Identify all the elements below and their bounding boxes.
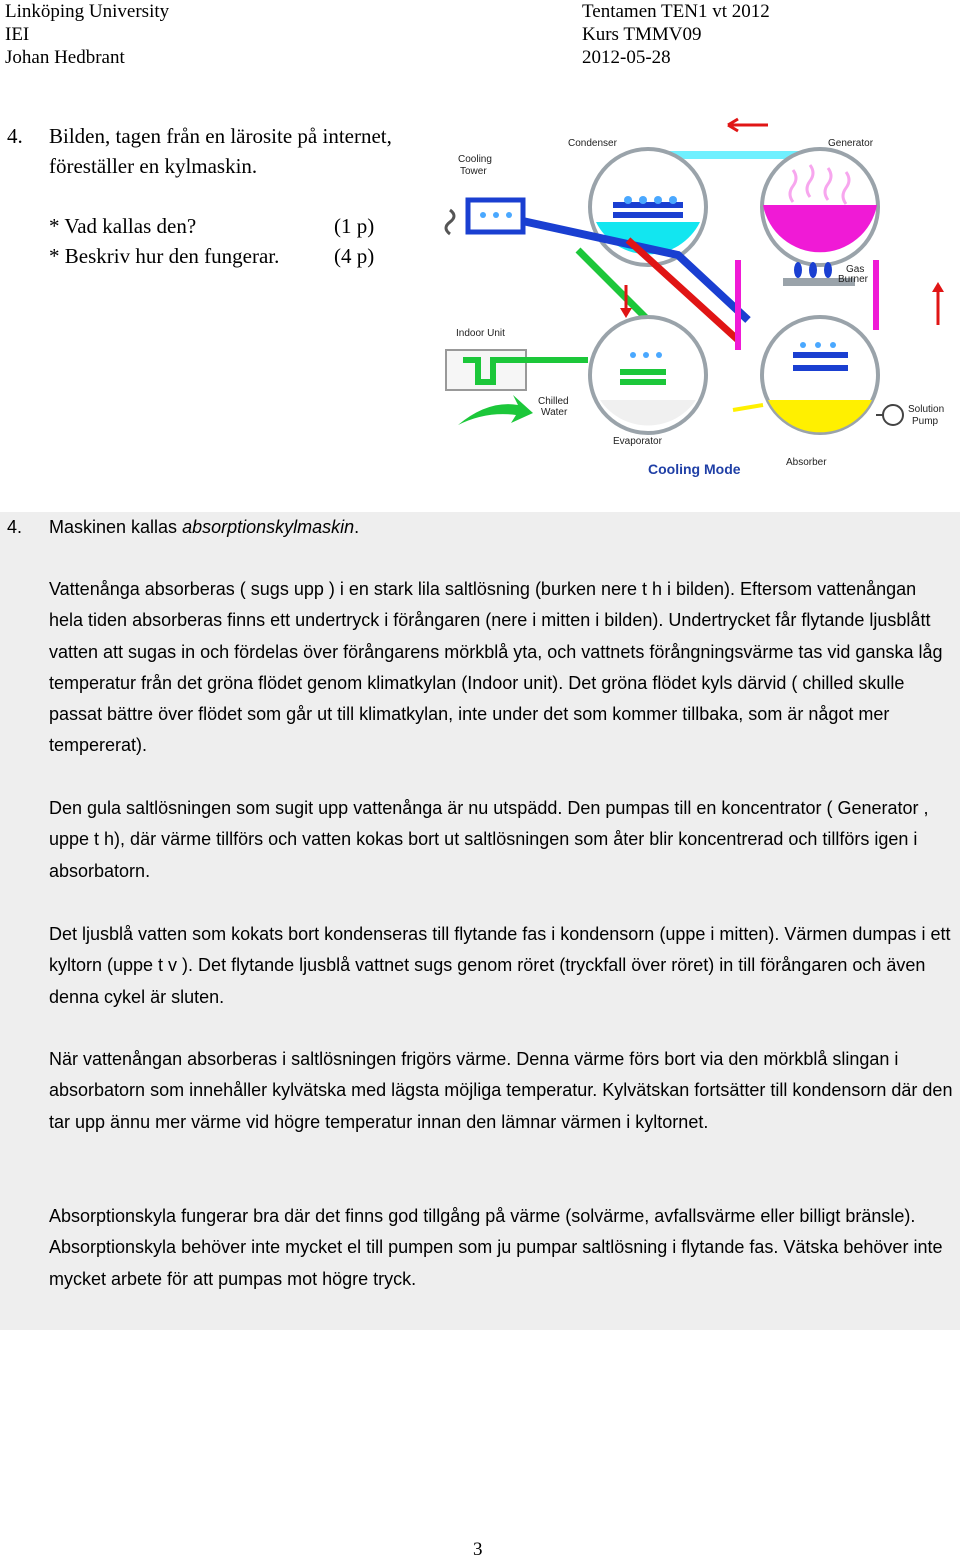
answer-lead-text: Maskinen kallas bbox=[49, 517, 183, 537]
header-left bbox=[5, 0, 169, 69]
gas-burner-label-2: Burner bbox=[838, 274, 869, 285]
cooling-tower-label: Cooling bbox=[458, 154, 492, 165]
cooling-mode-label: Cooling Mode bbox=[648, 461, 741, 477]
question-subparts bbox=[49, 211, 429, 271]
chilled-water-label-2: Water bbox=[541, 407, 568, 418]
answer-paragraph-2: Den gula saltlösningen som sugit upp vattenånga är nu utspädd. Den pumpas till en koncentrator ( Generator , uppe t h), där värme tillförs och vatten kokas bort ut saltlösningen som åter blir koncentrerad och tillförs igen i absorbatorn. bbox=[49, 798, 929, 881]
subpart-2 bbox=[49, 241, 429, 271]
department: IEI bbox=[5, 24, 30, 45]
chilled-water-label: Chilled bbox=[538, 396, 569, 407]
answer-lead-end: . bbox=[354, 517, 360, 537]
generator-label: Generator bbox=[828, 138, 874, 149]
solution-pump-label: Solution bbox=[908, 404, 945, 415]
solution-pump-label-2: Pump bbox=[912, 416, 939, 427]
exam-title: Tentamen TEN1 vt 2012 bbox=[582, 1, 770, 22]
answer-paragraph-5: Absorptionskyla fungerar bra där det finns god tillgång på värme (solvärme, avfallsvärme eller billigt bränsle). Absorptionskyla behöver inte mycket el till pumpen som ju pumpar saltlösning i flytande fas. Vätska behöver inte mycket arbete för att pumpas mot högre tryck. bbox=[49, 1206, 943, 1289]
solution-pump bbox=[883, 405, 903, 425]
answer-paragraph-1: Vattenånga absorberas ( sugs upp ) i en stark lila saltlösning (burken nere t h i bilden). Eftersom vattenångan hela tiden absorberas finns ett undertryck i förångaren (nere i mitten i bilden). Undertrycket får flytande ljusblått vatten att sugas in och fördelas över förångarens mörkblå yta, och vattnets förångningsvärme tas vid ganska låg temperatur från det gröna flödet genom klimatkylan (Indoor unit). Det gröna flödet kyls därvid ( chilled skulle passat bättre över flödet som går ut till klimatkylan, inte under det som kommer tillbaka, som är något mer tempererat). bbox=[49, 579, 943, 756]
subpart-2-text: * Beskriv hur den fungerar. bbox=[49, 244, 280, 268]
flow-arrow-red bbox=[728, 119, 768, 131]
gas-burner-label: Gas bbox=[846, 264, 865, 275]
author: Johan Hedbrant bbox=[5, 47, 125, 68]
condenser-label: Condenser bbox=[568, 138, 617, 149]
course-code: Kurs TMMV09 bbox=[582, 24, 702, 45]
subpart-2-points: (4 p) bbox=[334, 244, 375, 268]
university-name: Linköping University bbox=[5, 1, 170, 22]
absorber-label: Absorber bbox=[786, 457, 827, 468]
answer-block bbox=[0, 512, 960, 1330]
header-right bbox=[582, 0, 770, 69]
answer-number: 4. bbox=[7, 517, 23, 537]
subpart-1-points: (1 p) bbox=[334, 214, 375, 238]
evaporator-label: Evaporator bbox=[613, 436, 662, 447]
indoor-unit-label: Indoor Unit bbox=[456, 328, 505, 339]
page-number: 3 bbox=[473, 1539, 483, 1560]
answer-lead bbox=[49, 512, 359, 543]
answer-lead-emphasis: absorptionskylmaskin bbox=[182, 517, 355, 537]
cooling-tower-label-2: Tower bbox=[460, 166, 487, 177]
chilled-water-arrow bbox=[458, 395, 533, 425]
question-text: Bilden, tagen från en lärosite på internet, föreställer en kylmaskin. bbox=[49, 124, 392, 178]
absorption-chiller-diagram bbox=[438, 110, 960, 490]
answer-paragraph-4: När vattenångan absorberas i saltlösningen frigörs värme. Denna värme förs bort via den mörkblå slingan i absorbatorn som innehåller kylvätska med lägsta möjliga temperatur. Kylvätskan fortsätter till kondensorn där den tar upp ännu mer värme vid högre temperatur innan den lämnar värmen i kyltornet. bbox=[49, 1049, 953, 1132]
exam-date: 2012-05-28 bbox=[582, 47, 671, 68]
subpart-1 bbox=[49, 211, 429, 241]
answer-paragraph-3: Det ljusblå vatten som kokats bort kondenseras till flytande fas i kondensorn (uppe i mitten). Värmen dumpas i ett kyltorn (uppe t v ). Det flytande ljusblå vattnet sugs genom röret (tryckfall över röret) in till förångaren och även denna cykel är sluten. bbox=[49, 924, 951, 1007]
question-number: 4. bbox=[7, 124, 23, 148]
absorber-solution bbox=[768, 400, 872, 432]
fan-icon bbox=[446, 210, 454, 234]
subpart-1-text: * Vad kallas den? bbox=[49, 214, 197, 238]
